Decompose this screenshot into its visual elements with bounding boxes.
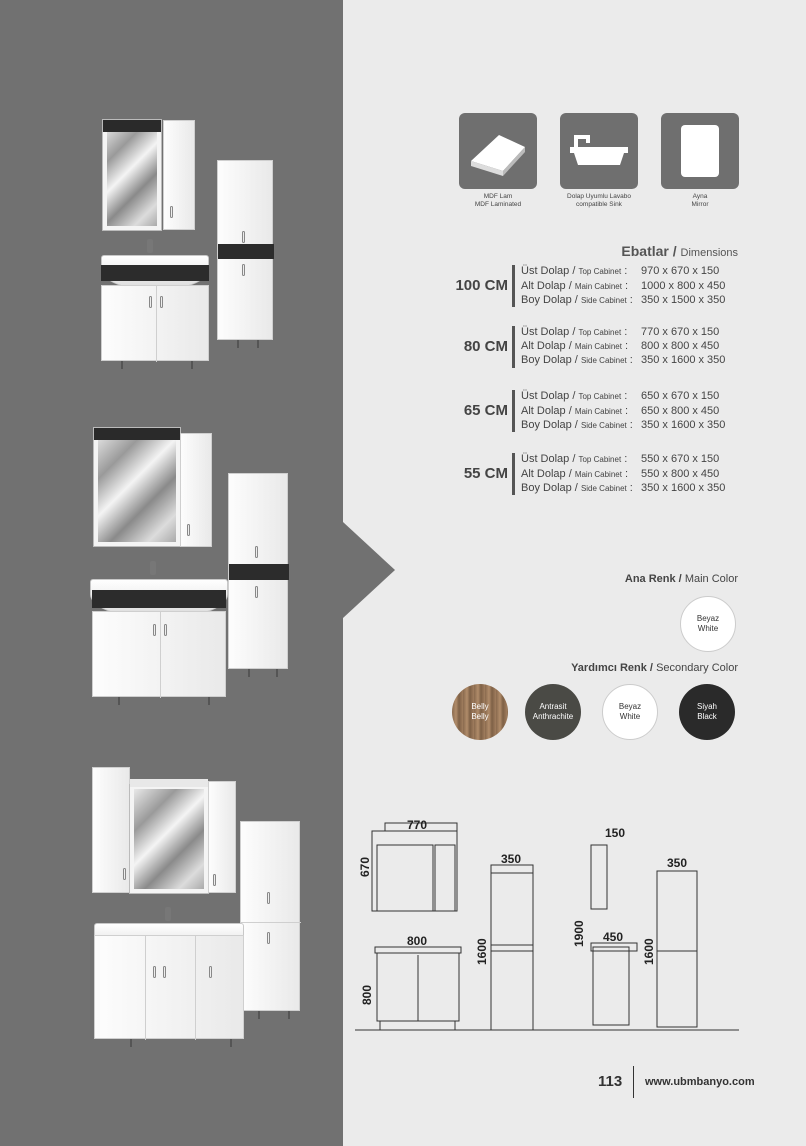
dim-side-height-1: 1600	[475, 938, 489, 965]
main-color-title-en: Main Color	[684, 573, 738, 585]
main-color-swatch	[680, 596, 736, 652]
cabinet-band	[101, 265, 209, 281]
tall-cabinet	[217, 160, 273, 340]
swatch-en: White	[697, 624, 719, 633]
dimension-row: Alt Dolap / Main Cabinet : 650 x 800 x 450	[521, 405, 720, 417]
product-illustration-3	[90, 765, 305, 1060]
secondary-color-title-en: Secondary Color	[656, 662, 738, 674]
dim-side-height-2: 1600	[642, 938, 656, 965]
page-number: 113	[598, 1073, 623, 1090]
feature-line2: Mirror	[691, 201, 709, 208]
main-cabinet	[92, 611, 226, 697]
mirror-band	[94, 428, 180, 440]
main-color-title	[625, 573, 738, 585]
feature-line2: compatible Sink	[576, 201, 622, 208]
dimensions-title-tr: Ebatlar /	[621, 243, 677, 259]
feature-line1: MDF Lam	[483, 193, 513, 200]
dim-top-depth: 150	[605, 826, 626, 840]
dimension-row: Üst Dolap / Top Cabinet : 650 x 670 x 150	[521, 390, 720, 402]
size-label: 65 CM	[463, 402, 508, 419]
feature-sink	[560, 113, 638, 209]
dim-total-height: 1900	[572, 920, 586, 947]
faucet	[165, 907, 171, 921]
secondary-swatch-white: Beyaz White	[602, 684, 658, 740]
website-link[interactable]: www.ubmbanyo.com	[645, 1076, 755, 1088]
dim-side-width-2: 350	[667, 856, 688, 870]
dimension-row: Alt Dolap / Main Cabinet : 550 x 800 x 450	[521, 468, 720, 480]
dimension-row: Boy Dolap / Side Cabinet : 350 x 1600 x 350	[521, 419, 726, 431]
technical-drawing	[355, 815, 740, 1035]
dim-top-width: 770	[407, 818, 428, 832]
dimension-row: Boy Dolap / Side Cabinet : 350 x 1600 x 350	[521, 482, 726, 494]
dimension-row: Üst Dolap / Top Cabinet : 550 x 670 x 150	[521, 453, 720, 465]
secondary-color-title	[571, 662, 738, 674]
sink-icon	[560, 113, 638, 189]
top-side-cabinet	[180, 433, 212, 547]
feature-line2: MDF Laminated	[474, 201, 522, 208]
cabinet-band	[92, 590, 226, 608]
dimension-row: Alt Dolap / Main Cabinet : 800 x 800 x 450	[521, 340, 720, 352]
mirror-band	[103, 120, 161, 132]
product-illustration-2	[88, 425, 293, 715]
feature-line1: Ayna	[692, 193, 708, 200]
top-right-cabinet	[208, 781, 236, 893]
dim-side-width-1: 350	[501, 852, 522, 866]
feature-mirror	[661, 113, 739, 209]
arrow-pointer	[343, 522, 395, 618]
dimensions-title	[621, 243, 738, 259]
footer-divider	[633, 1066, 634, 1098]
dim-main-depth: 450	[603, 930, 624, 944]
feature-mdf	[459, 113, 537, 209]
faucet	[147, 239, 153, 253]
mdf-board-icon	[459, 113, 537, 189]
secondary-swatch-black: Siyah Black	[679, 684, 735, 740]
size-label: 100 CM	[455, 277, 508, 294]
dimensions-title-en: Dimensions	[680, 247, 738, 259]
dim-top-height: 670	[358, 856, 372, 877]
mirror	[94, 428, 180, 546]
secondary-color-title-tr: Yardımcı Renk /	[571, 662, 653, 674]
dim-main-width: 800	[407, 934, 428, 948]
tall-cabinet	[228, 473, 288, 669]
main-cabinet	[94, 935, 244, 1039]
dimension-row: Üst Dolap / Top Cabinet : 770 x 670 x 150	[521, 326, 720, 338]
top-left-cabinet	[92, 767, 130, 893]
dim-main-height: 800	[360, 984, 374, 1005]
size-label: 80 CM	[463, 338, 508, 355]
main-cabinet	[101, 285, 209, 361]
tall-cabinet	[240, 821, 300, 1011]
mirror	[103, 120, 161, 230]
main-color-title-tr: Ana Renk /	[624, 573, 682, 585]
mirror-icon	[661, 113, 739, 189]
mirror-band	[130, 779, 208, 787]
size-label: 55 CM	[463, 465, 508, 482]
secondary-swatch-anthracite: Antrasit Anthrachite	[525, 684, 581, 740]
secondary-swatch-belly: Belly Belly	[452, 684, 508, 740]
dimension-row: Üst Dolap / Top Cabinet : 970 x 670 x 150	[521, 265, 720, 277]
feature-line1: Dolap Uyumlu Lavabo	[567, 193, 631, 200]
dimension-row: Alt Dolap / Main Cabinet : 1000 x 800 x 450	[521, 280, 726, 292]
dimension-row: Boy Dolap / Side Cabinet : 350 x 1500 x 350	[521, 294, 726, 306]
swatch-tr: Beyaz	[696, 614, 720, 623]
faucet	[150, 561, 156, 575]
product-illustration-1	[95, 115, 280, 380]
top-side-cabinet	[163, 120, 195, 230]
dimension-row: Boy Dolap / Side Cabinet : 350 x 1600 x 350	[521, 354, 726, 366]
mirror	[130, 785, 208, 893]
